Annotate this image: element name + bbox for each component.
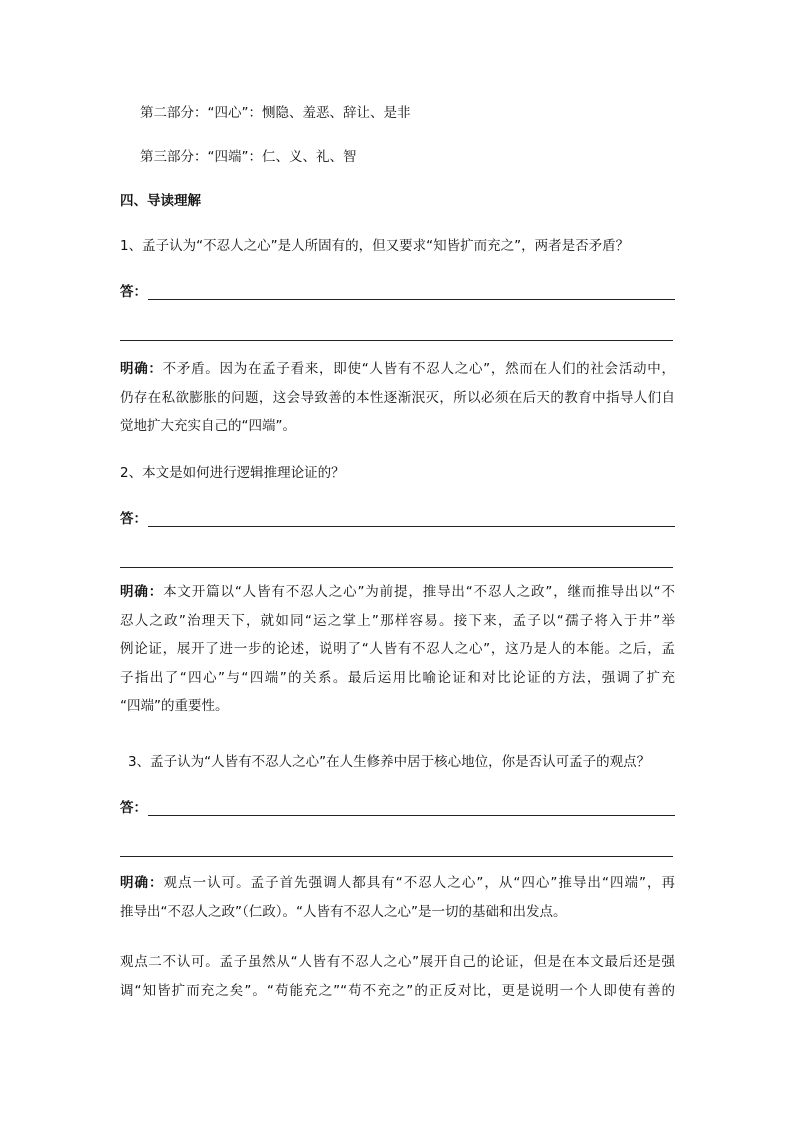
clarify-3-line: 观点一认可。孟子首先强调人都具有“不忍人之心”，从“四心”推导出“四端”，再: [163, 875, 676, 891]
answer-row-2: [120, 508, 675, 530]
answer-label: 答：: [120, 511, 147, 527]
answer-field-2[interactable]: [148, 526, 675, 527]
clarify-1-line: 不矛盾。因为在孟子看来，即使“人皆有不忍人之心”，然而在人们的社会活动中，: [162, 361, 675, 377]
answer-row-1: [120, 281, 675, 303]
clarify-2-line: 忍人之政”治理天下，就如同“运之掌上”那样容易。接下来，孟子以“孺子将入于井”举: [120, 612, 675, 629]
view2-paragraph: [120, 948, 675, 1005]
clarify-2-line: 本文开篇以“人皆有不忍人之心”为前提，推导出“不忍人之政”，继而推导出以“不: [163, 584, 676, 600]
question-2: 2、本文是如何进行逻辑推理论证的？: [120, 465, 345, 481]
clarify-1-line: 仍存在私欲膨胀的问题，这会导致善的本性逐渐泯灭，所以必须在后天的教育中指导人们自: [120, 389, 675, 406]
answer-blank-line-3[interactable]: [120, 856, 673, 857]
clarify-1: [120, 355, 675, 441]
part3-text: 第三部分：“四端”：仁、义、礼、智: [140, 149, 357, 165]
clarify-3: [120, 869, 675, 926]
view2-line: 观点二不认可。孟子虽然从“人皆有不忍人之心”展开自己的论证，但是在本文最后还是强: [120, 954, 675, 970]
answer-row-3: [120, 797, 675, 819]
clarify-2: [120, 578, 675, 721]
clarify-2-line: “四端”的重要性。: [120, 698, 229, 714]
answer-field-1[interactable]: [148, 299, 675, 300]
clarify-label: 明确：: [120, 584, 164, 600]
answer-label: 答：: [120, 284, 147, 300]
answer-field-3[interactable]: [148, 815, 675, 816]
answer-blank-line-2[interactable]: [120, 567, 673, 568]
clarify-3-line: 推导出“不忍人之政”（仁政）。“人皆有不忍人之心”是一切的基础和出发点。: [120, 903, 567, 920]
clarify-1-line: 觉地扩大充实自己的“四端”。: [120, 418, 296, 434]
question-3: 3、孟子认为“人皆有不忍人之心”在人生修养中居于核心地位，你是否认可孟子的观点？: [128, 754, 651, 770]
answer-blank-line-1[interactable]: [120, 340, 673, 341]
view2-line: 调“知皆扩而充之矣”。“苟能充之”“苟不充之”的正反对比，更是说明一个人即使有善的: [120, 982, 675, 999]
clarify-label: 明确：: [120, 361, 163, 377]
question-1: 1、孟子认为“不忍人之心”是人所固有的，但又要求“知皆扩而充之”，两者是否矛盾？: [120, 238, 630, 254]
clarify-2-line: 例论证，展开了进一步的论述，说明了“人皆有不忍人之心”，这乃是人的本能。之后，孟: [120, 641, 675, 657]
answer-label: 答：: [120, 800, 147, 816]
section-heading: 四、导读理解: [120, 193, 201, 209]
clarify-2-line: 子指出了“四心”与“四端”的关系。最后运用比喻论证和对比论证的方法，强调了扩充: [120, 669, 675, 686]
part2-text: 第二部分：“四心”：恻隐、羞恶、辞让、是非: [140, 105, 411, 121]
clarify-label: 明确：: [120, 875, 164, 891]
